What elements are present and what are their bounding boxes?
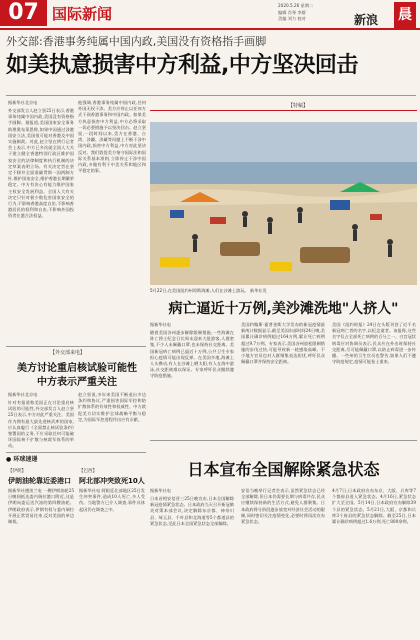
logo-text: 新浪: [354, 13, 379, 27]
headline-rule: [6, 95, 416, 96]
feature-column-2: 美国约翰斯·霍普金斯大学发布的新冠疫情最新统计数据显示,截至美国东部时间24日晚,美国累计确诊病例超过164万例,累计死亡病例超过9.7万例。专家表示,美国各州放松限制措施的步伐过快,可能导致新一轮感染高峰。不少地方官员也对人群聚集表达担忧,呼吁民众佩戴口罩并保持安全距离。: [241, 322, 325, 365]
issue-meta: [278, 3, 313, 23]
sidebar-item2-tag: 【巴西】: [79, 469, 97, 474]
logo-mark: 晨: [394, 2, 416, 28]
feature-headline: 病亡逼近十万例,美沙滩洗地"人挤人": [168, 301, 399, 317]
issue-editors: 编辑 肖琴 李群: [278, 9, 306, 15]
issue-date: 2020.5.26 星期二: [278, 3, 314, 8]
lead-column-1: 外交部发言人赵立坚25日表示,香港事务纯属中国内政,美国没有资格指手画脚。据报道,美国国家安全事务助理奥布莱恩称,如果中国通过涉港国安立法,美国很可能对香港及中国实施制裁。对此,赵立坚在例行记者会上表示,中方已多次就全国人大关于建立健全香港特别行政区维护国家安全的法律制度和执行机制的决定草案表明立场。有关决定旨在坚定不移并全面准确贯彻一国两制方针,维护国家安全,维护香港长期繁荣稳定。中方有决心有能力维护国家主权安全发展利益。全国人大有关决定只针对极少数危害国家安全的行为,不影响香港高度自治,不影响香港居民的权利和自由,不影响外国投资者在港合法权益。: [8, 108, 74, 219]
sidebar-item1-text: 据新华社德黑兰电 一艘伊朗油轮25日晚间抵达委内瑞拉港口附近,这是伊朗向委运送汽油的第四艘油轮。伊朗政府表示,伊朗有权与委内瑞拉开展正常贸易往来,反对美国的单边制裁。: [8, 488, 74, 525]
lead-byline: 据新华社北京电: [8, 100, 38, 105]
japan-column-1: 日本首相安倍晋三25日晚宣布,日本全国解除新冠疫情紧急状态。日本政府当天召开新冠肺炎对策本部会议,决定解除东京都、神奈川县、埼玉县、千叶县和北海道等5个都道县的紧急状态,至此日本全国紧急状态全部解除。: [150, 496, 234, 526]
beach-photo-image: [150, 122, 417, 285]
section-title: 国际新闻: [52, 5, 113, 23]
japan-byline: 据新华社电: [150, 488, 171, 493]
japan-headline: 日本宣布全国解除紧急状态: [187, 460, 380, 479]
japan-rule: [150, 440, 417, 441]
spain-column-2: 赵立坚说,多年来美国不断退出多边条约和协议,严重损害国际军控和防扩散体系的有效性和权威性。中方敦促美方切实维护全球战略平衡与稳定,为国际军控进程作出应有贡献。: [78, 392, 146, 422]
masthead-rule: [0, 28, 420, 30]
spain-column-1: 针对有报道称美国正在讨论重启核试验的可能性,外交部发言人赵立坚25日表示,中方对此严重关注。美国作为拥有最大最先进核武库的国家,应认真履行《全面禁止核试验条约》签署国的义务,不应采取任何可能破坏国际核不扩散与核裁军体系的举动。: [8, 400, 74, 449]
newspaper-logo: [354, 2, 420, 30]
feature-rule: [150, 110, 417, 111]
lead-kicker: 外交部:香港事务纯属中国内政,美国没有资格指手画脚: [6, 35, 267, 48]
lead-column-2: 他强调,香港事务纯属中国内政,任何外国无权干涉。美方应停止以任何方式干预香港事务和中国内政。如果美方执意损害中方利益,中方必将采取一切必要措施予以坚决回击。赵立坚说,一段时间以来,美方在香港、台湾、涉疆、涉藏等问题上不断干涉中国内政,损害中方利益,中方对此坚决反对。我们敦促美方恪守国际法和国际关系基本准则,立即停止干涉中国内政,多做有利于中美关系和地区和平稳定的事。: [78, 100, 146, 174]
page-number: 07: [0, 0, 47, 26]
sidebar-item2-headline: 阿北部冲突致死10人: [79, 477, 145, 485]
spain-tag: 【外交部来电】: [50, 350, 86, 356]
spain-headline-line2: 中方表示严重关注: [37, 377, 117, 388]
feature-byline: 据新华社电: [150, 322, 171, 327]
lead-headline: 如美执意损害中方利益,中方坚决回击: [6, 53, 358, 78]
feature-column-1: 随着美国各州逐步解除限制措施,一些海滩在阵亡将士纪念日长周末迎来大批游客,人群密集,不少人未佩戴口罩,也未保持社交距离。美国新冠病亡病例已逼近十万例,公共卫生专家担心疫情可能出现反弹。在美国多地,海滩上人头攒动,有人在沙滩上晒太阳,有人在海中游泳,社交距离难以保证。专家呼吁民众继续遵守防疫措施。: [150, 330, 234, 379]
japan-column-2: 安倍当晚举行记者会表示,虽然紧急状态已经全部解除,但日本仍需要长期与病毒共存,民众应继续保持新的生活方式,避免人群聚集。日本政府将分阶段逐步放宽对经济社会活动的限制,同时密切关注疫情变化,必要时将再次宣布紧急状态。: [241, 488, 325, 525]
japan-column-3: 4月7日,日本政府宣布东京、大阪、兵库等7个都府县进入紧急状态。4月16日,紧急状态扩大至全国。5月14日,日本政府宣布解除39个县的紧急状态。5月21日,大阪、京都和兵库3个府县的紧急状态解除。截至25日,日本累计确诊病例超过1.6万例,死亡800余例。: [332, 488, 416, 525]
spain-byline: 据新华社北京电: [8, 392, 38, 397]
issue-design: 美编 刘力 校对: [278, 16, 306, 21]
beach-photo: [150, 122, 417, 285]
sidebar-rule: [6, 452, 146, 453]
photo-caption: 5月22日,在美国纽约州琼斯海滩,人们在沙滩上游玩。 新华社发: [150, 288, 267, 293]
sidebar-item1-tag: 【伊朗】: [8, 469, 26, 474]
section-rule: [6, 346, 146, 347]
sidebar-item2-text: 据新华社电 阿根廷北部地区25日发生冲突事件,造成10人死亡,多人受伤。当地警方已介入调查,事件具体起因仍在调查之中。: [79, 488, 145, 512]
sidebar-title: ● 环球速递: [6, 456, 38, 463]
feature-column-3: 美国《纽约时报》24日在头版刊登了近千名新冠病亡者的名字,以纪念逝者。该报称,这些名字仅占全部死亡病例的百分之一。白宫冠状病毒应对协调员表示,民众应在外出时保持社交距离,尽可能佩戴口罩,以防止病毒进一步传播。一些州的卫生官员也警告,如果人们不遵守防疫规定,疫情可能卷土重来。: [332, 322, 416, 365]
feature-tag: 【特稿】: [288, 103, 309, 109]
sidebar-item1-headline: 伊朗油轮靠近委港口: [8, 477, 71, 485]
spain-headline-line1: 美方讨论重启核试验可能性: [17, 363, 137, 374]
